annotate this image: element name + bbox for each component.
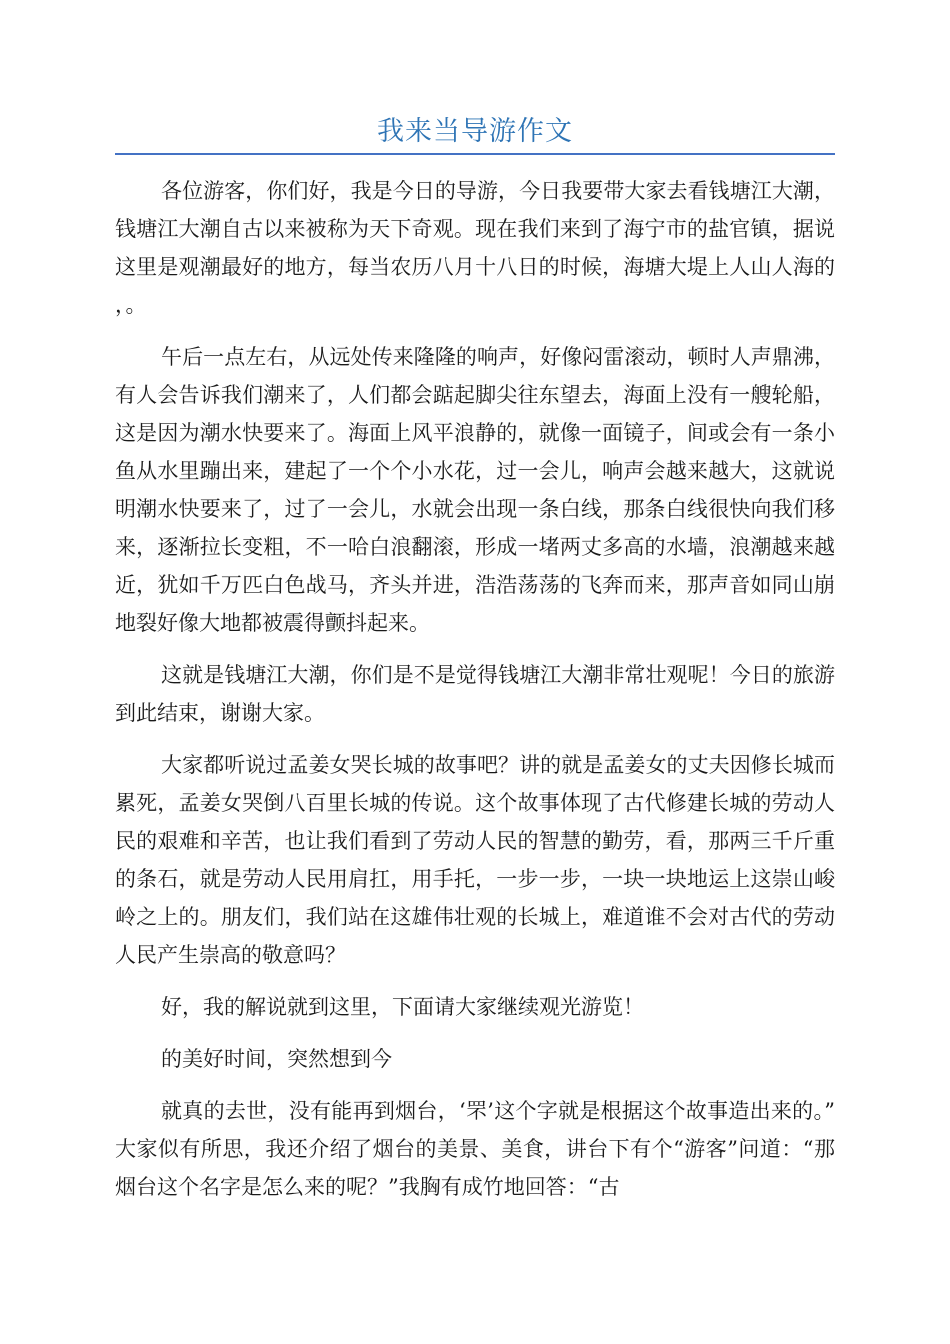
title-underline <box>115 153 835 155</box>
document-body <box>115 172 835 1220</box>
paragraph-6: 的美好时间，突然想到今 <box>161 1047 392 1071</box>
paragraph-3: 这就是钱塘江大潮，你们是不是觉得钱塘江大潮非常壮观呢！今日的旅游到此结束，谢谢大家。 <box>115 663 835 725</box>
paragraph-5: 好，我的解说就到这里，下面请大家继续观光游览！ <box>161 995 644 1019</box>
paragraph-2: 午后一点左右，从远处传来隆隆的响声，好像闷雷滚动，顿时人声鼎沸，有人会告诉我们潮来了，人们都会踮起脚尖往东望去，海面上没有一艘轮船，这是因为潮水快要来了。海面上风平浪静的，就像一面镜子，间或会有一条小鱼从水里蹦出来，建起了一个个小水花，过一会儿，响声会越来越大，这就说明潮水快要来了，过了一会儿，水就会出现一条白线，那条白线很快向我们移来，逐渐拉长变粗，不一哈白浪翻滚，形成一堵两丈多高的水墙，浪潮越来越近，犹如千万匹白色战马，齐头并进，浩浩荡荡的飞奔而来，那声音如同山崩地裂好像大地都被震得颤抖起来。 <box>115 345 835 635</box>
paragraph-1: 各位游客，你们好，我是今日的导游，今日我要带大家去看钱塘江大潮，钱塘江大潮自古以来被称为天下奇观。现在我们来到了海宁市的盐官镇，据说这里是观潮最好的地方，每当农历八月十八日的时候，海塘大堤上人山人海的，。 <box>115 179 835 317</box>
paragraph-7: 就真的去世，没有能再到烟台，‘罘’这个字就是根据这个故事造出来的。”大家似有所思，我还介绍了烟台的美景、美食，讲台下有个“游客”问道：“那烟台这个名字是怎么来的呢？”我胸有成竹地回答：“古 <box>115 1099 835 1199</box>
document-title: 我来当导游作文 <box>377 116 573 147</box>
paragraph-4: 大家都听说过孟姜女哭长城的故事吧？讲的就是孟姜女的丈夫因修长城而累死，孟姜女哭倒八百里长城的传说。这个故事体现了古代修建长城的劳动人民的艰难和辛苦，也让我们看到了劳动人民的智慧的勤劳，看，那两三千斤重的条石，就是劳动人民用肩扛，用手托，一步一步，一块一块地运上这崇山峻岭之上的。朋友们，我们站在这雄伟壮观的长城上，难道谁不会对古代的劳动人民产生崇高的敬意吗？ <box>115 753 835 967</box>
